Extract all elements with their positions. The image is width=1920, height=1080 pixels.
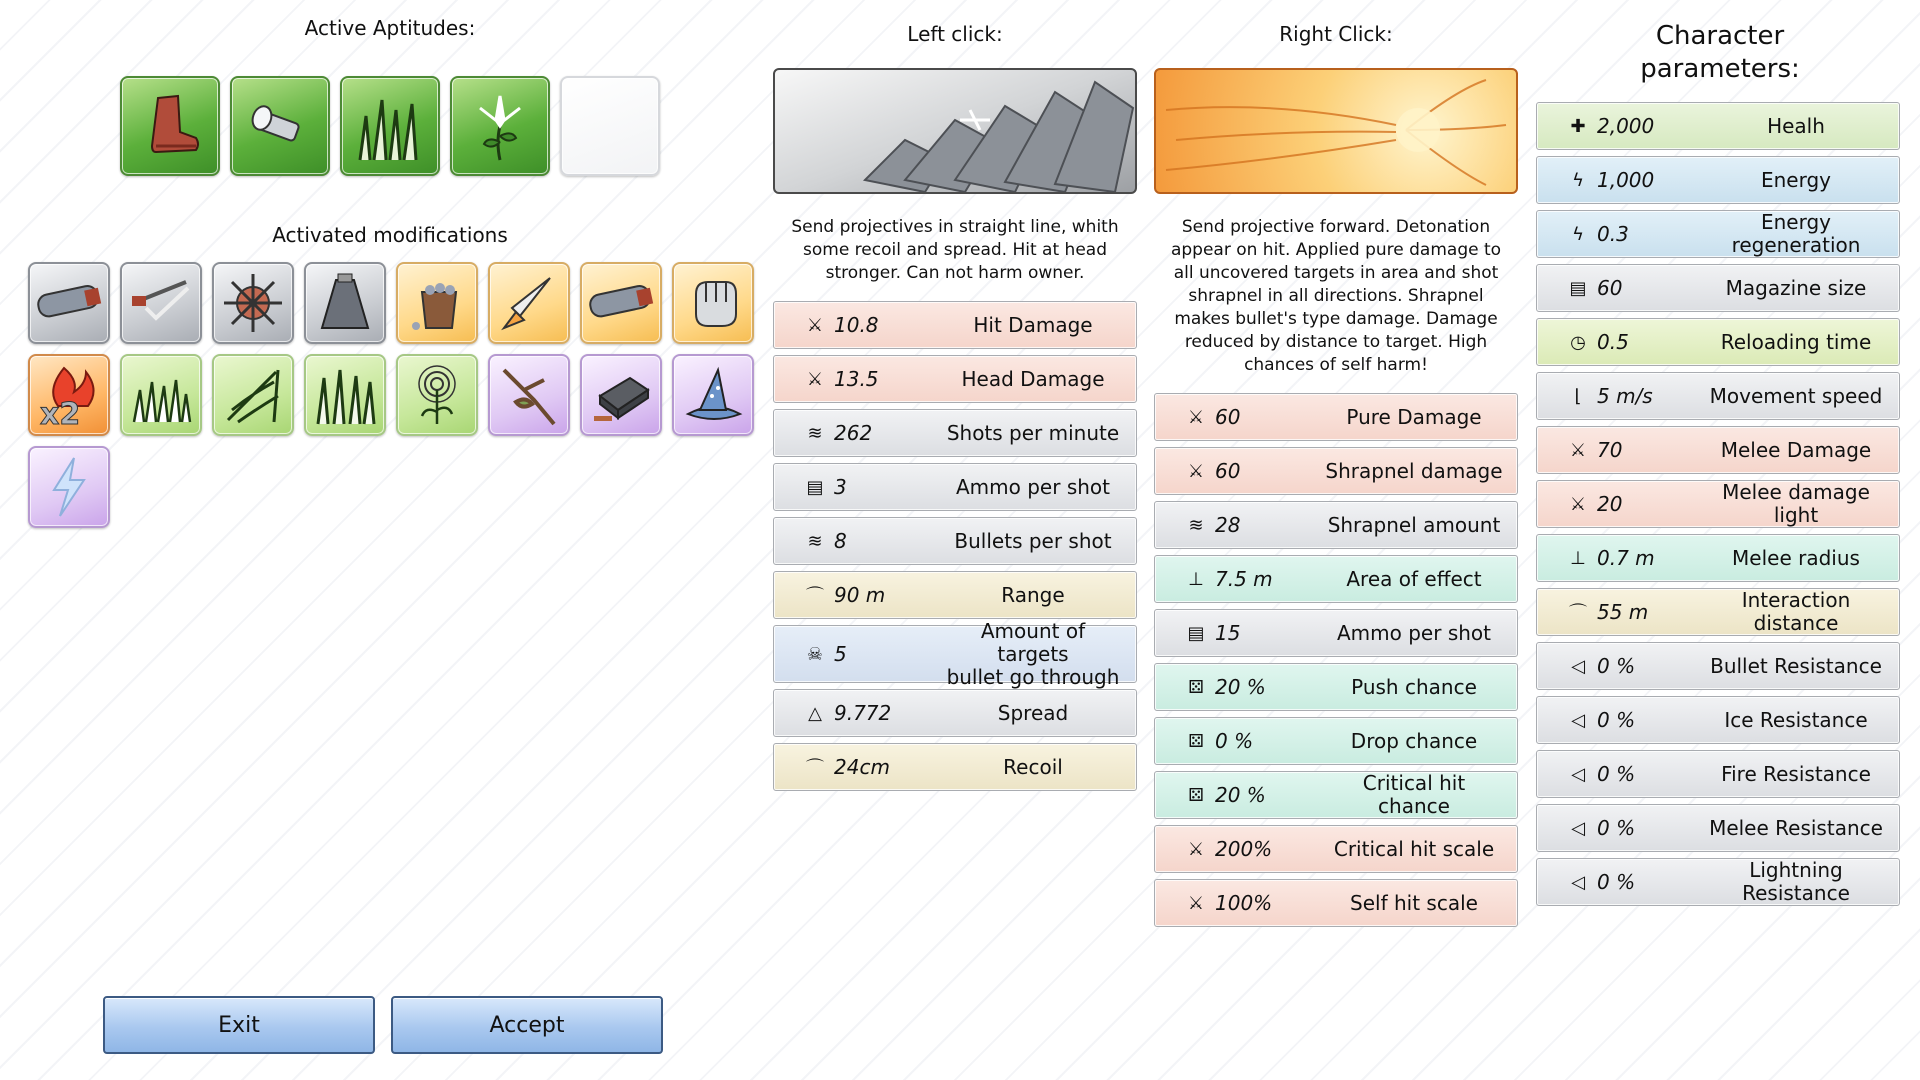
stat-label: Energy xyxy=(1760,167,1832,192)
magazine-icon: ▤ xyxy=(806,476,824,498)
right-click-description-line: reduced by distance to target. High xyxy=(1184,332,1488,352)
char-stat-interaction-distance xyxy=(1536,588,1900,636)
left-click-description-line: some recoil and spread. Hit at head xyxy=(803,240,1107,260)
stat-label: Self hit scale xyxy=(1350,890,1478,915)
clock-icon: ◷ xyxy=(1570,331,1586,353)
stat-label: Melee Damage xyxy=(1720,437,1872,462)
stat-value: 0.3 xyxy=(1597,222,1629,246)
sword-icon: ⚔ xyxy=(806,314,824,336)
arc-icon: ⌒ xyxy=(806,586,824,607)
left-stat-shots-per-minute xyxy=(773,409,1137,457)
right-stat-ammo-per-shot xyxy=(1154,609,1518,657)
stat-label: Melee Resistance xyxy=(1709,815,1883,840)
stat-value: 60 xyxy=(1215,459,1241,483)
mod-weight[interactable] xyxy=(304,262,386,344)
right-stat-shrapnel-damage xyxy=(1154,447,1518,495)
mod-lightning[interactable] xyxy=(28,446,110,528)
x2-text: x2 xyxy=(40,397,81,430)
mod-wizard-hat[interactable] xyxy=(672,354,754,436)
char-stat-ice-resistance xyxy=(1536,696,1900,744)
stat-label: Melee radius xyxy=(1732,545,1860,570)
right-click-description-line: all uncovered targets in area and shot xyxy=(1173,263,1499,283)
stat-label: Shrapnel damage xyxy=(1325,458,1503,483)
stat-value: 90 m xyxy=(834,583,886,607)
stat-value: 1,000 xyxy=(1597,168,1655,192)
mod-fist[interactable] xyxy=(672,262,754,344)
right-stat-pure-damage xyxy=(1154,393,1518,441)
stat-label: Area of effect xyxy=(1346,566,1482,591)
sprout-spark-icon xyxy=(460,86,540,166)
char-stat-melee-radius xyxy=(1536,534,1900,582)
right-click-description xyxy=(1154,216,1518,377)
left-click-heading: Left click: xyxy=(907,22,1003,46)
stat-label: Movement speed xyxy=(1709,383,1883,408)
shield-icon: ◁ xyxy=(1571,763,1585,785)
stat-value: 20 % xyxy=(1215,783,1266,807)
right-stat-area-of-effect xyxy=(1154,555,1518,603)
stat-label: Reloading time xyxy=(1720,329,1872,354)
left-stat-ammo-per-shot xyxy=(773,463,1137,511)
stat-label-line2: bullet go through xyxy=(946,664,1120,689)
magazine-icon: ▤ xyxy=(1569,277,1587,299)
right-click-description-line: chances of self harm! xyxy=(1244,355,1428,375)
stat-value: 5 m/s xyxy=(1597,384,1653,408)
mod-fire-x2[interactable] xyxy=(28,354,110,436)
stat-value: 20 % xyxy=(1215,675,1266,699)
energy-regen-icon: ϟ xyxy=(1572,223,1584,245)
bullets-cluster-icon xyxy=(775,70,1135,192)
stat-value: 262 xyxy=(834,421,873,445)
area-icon: ⊥ xyxy=(1570,547,1586,569)
left-click-weapon-image xyxy=(773,68,1137,194)
right-stat-push-chance xyxy=(1154,663,1518,711)
stat-label: Drop chance xyxy=(1350,728,1478,753)
scope-blade-icon xyxy=(126,268,196,338)
left-stat-targets-through xyxy=(773,618,1137,689)
left-click-description xyxy=(773,216,1137,285)
char-stat-reloading-time xyxy=(1536,318,1900,366)
stat-value: 13.5 xyxy=(834,367,879,391)
skull-icon: ☠ xyxy=(806,643,824,665)
stat-label: Energy regeneration xyxy=(1731,210,1861,257)
mod-barrel[interactable] xyxy=(28,262,110,344)
stat-value: 0.7 m xyxy=(1597,546,1655,570)
right-stat-drop-chance xyxy=(1154,717,1518,765)
stat-label: Push chance xyxy=(1351,674,1477,699)
right-stat-critical-hit-scale xyxy=(1154,825,1518,873)
stat-label: Bullet Resistance xyxy=(1710,653,1882,678)
character-parameters-heading xyxy=(1570,20,1870,86)
spread-icon: △ xyxy=(808,702,822,724)
right-stat-shrapnel-amount xyxy=(1154,501,1518,549)
stat-value: 0 % xyxy=(1215,729,1254,753)
char-stat-movement-speed xyxy=(1536,372,1900,420)
spikes-icon xyxy=(310,360,380,430)
left-click-description-line: stronger. Can not harm owner. xyxy=(825,263,1085,283)
shield-icon: ◁ xyxy=(1571,709,1585,731)
health-cross-icon: ✚ xyxy=(1570,115,1586,137)
barrel-orange-icon xyxy=(586,268,656,338)
mod-cartridge-box[interactable] xyxy=(580,354,662,436)
stat-value: 8 xyxy=(834,529,847,553)
stat-value: 7.5 m xyxy=(1215,567,1273,591)
boot-small-icon: ⌊ xyxy=(1574,385,1582,407)
right-stat-self-hit-scale xyxy=(1154,879,1518,927)
stat-label-line1: Amount of targets xyxy=(980,618,1086,666)
stat-label: Recoil xyxy=(1003,754,1063,779)
aptitude-grass-spikes[interactable] xyxy=(340,76,440,176)
dice-icon: ⚄ xyxy=(1188,784,1204,806)
stat-value: 10.8 xyxy=(834,313,879,337)
stat-value: 0 % xyxy=(1597,762,1636,786)
energy-bolt-icon: ϟ xyxy=(1572,169,1584,191)
activated-modifications-heading: Activated modifications xyxy=(272,223,508,247)
right-click-heading: Right Click: xyxy=(1279,22,1393,46)
stat-label: Spread xyxy=(997,700,1069,725)
sword-icon: ⚔ xyxy=(1569,439,1587,461)
left-stat-recoil xyxy=(773,743,1137,791)
bullets-icon: ≋ xyxy=(1188,514,1204,536)
explosion-blast-icon xyxy=(1156,70,1516,192)
accept-button[interactable]: Accept xyxy=(391,996,663,1054)
aptitude-boot[interactable] xyxy=(120,76,220,176)
fist-icon xyxy=(678,268,748,338)
mod-branch[interactable] xyxy=(488,354,570,436)
stat-value: 0 % xyxy=(1597,870,1636,894)
stat-value: 2,000 xyxy=(1597,114,1655,138)
stat-value: 24cm xyxy=(834,755,890,779)
mod-spikes[interactable] xyxy=(304,354,386,436)
aptitude-sprout[interactable] xyxy=(450,76,550,176)
sword-icon: ⚔ xyxy=(806,368,824,390)
left-stat-head-damage xyxy=(773,355,1137,403)
character-parameters-line2: parameters: xyxy=(1640,54,1800,84)
stat-value: 70 xyxy=(1597,438,1623,462)
bullets-icon: ≋ xyxy=(807,530,823,552)
right-click-weapon-image xyxy=(1154,68,1518,194)
sword-icon: ⚔ xyxy=(1187,460,1205,482)
magazine-icon: ▤ xyxy=(1187,622,1205,644)
arc-icon: ⌒ xyxy=(1569,603,1587,624)
left-click-description-line: Send projectives in straight line, whith xyxy=(791,217,1119,237)
char-stat-magazine-size xyxy=(1536,264,1900,312)
grass-spikes-icon xyxy=(350,86,430,166)
character-parameters-line1: Character xyxy=(1655,21,1785,51)
char-stat-health xyxy=(1536,102,1900,150)
lightning-icon xyxy=(34,452,104,522)
stat-label: Healh xyxy=(1767,113,1825,138)
mod-rocket[interactable] xyxy=(488,262,570,344)
aptitude-flashlight[interactable] xyxy=(230,76,330,176)
left-stat-bullets-per-shot xyxy=(773,517,1137,565)
stat-value: 55 m xyxy=(1597,600,1649,624)
right-click-description-line: makes bullet's type damage. Damage xyxy=(1174,309,1498,329)
stat-label: Magazine size xyxy=(1725,275,1867,300)
stat-label: Critical hit scale xyxy=(1333,836,1495,861)
right-stat-critical-hit-chance xyxy=(1154,771,1518,819)
stat-value: 0 % xyxy=(1597,708,1636,732)
stat-value: 60 xyxy=(1597,276,1623,300)
right-click-description-line: appear on hit. Applied pure damage to xyxy=(1170,240,1502,260)
cartridge-box-icon xyxy=(586,360,656,430)
stat-label xyxy=(944,620,1136,689)
stat-label: Shrapnel amount xyxy=(1327,512,1501,537)
stat-value: 0 % xyxy=(1597,654,1636,678)
shield-icon: ◁ xyxy=(1571,871,1585,893)
stat-value: 0.5 xyxy=(1597,330,1629,354)
char-stat-melee-damage xyxy=(1536,426,1900,474)
stat-label: Range xyxy=(1001,582,1065,607)
stat-value: 20 xyxy=(1597,492,1623,516)
stat-label: Bullets per shot xyxy=(954,528,1112,553)
ammo-bucket-icon xyxy=(402,268,472,338)
stat-value: 0 % xyxy=(1597,816,1636,840)
shield-icon: ◁ xyxy=(1571,817,1585,839)
fire-x2-icon xyxy=(34,360,104,430)
grass-tuft-icon xyxy=(126,360,196,430)
char-stat-melee-resistance xyxy=(1536,804,1900,852)
sword-icon: ⚔ xyxy=(1187,406,1205,428)
char-stat-energy-regeneration xyxy=(1536,210,1900,258)
barrel-icon xyxy=(34,268,104,338)
right-click-description-line: Send projective forward. Detonation xyxy=(1181,217,1491,237)
stat-label: Fire Resistance xyxy=(1721,761,1871,786)
mod-spiked-ball[interactable] xyxy=(212,262,294,344)
stat-label: Interaction distance xyxy=(1741,588,1851,635)
aptitude-empty-slot[interactable] xyxy=(560,76,660,176)
char-stat-lightning-resistance xyxy=(1536,858,1900,906)
stat-label: Ammo per shot xyxy=(956,474,1110,499)
stat-label: Shots per minute xyxy=(946,420,1120,445)
left-stat-hit-damage xyxy=(773,301,1137,349)
left-stat-spread xyxy=(773,689,1137,737)
mod-grass-tuft[interactable] xyxy=(120,354,202,436)
boot-icon xyxy=(130,86,210,166)
char-stat-energy xyxy=(1536,156,1900,204)
stat-label: Lightning Resistance xyxy=(1742,858,1850,905)
left-stat-range xyxy=(773,571,1137,619)
wind-icon xyxy=(218,360,288,430)
shield-icon: ◁ xyxy=(1571,655,1585,677)
stat-label: Head Damage xyxy=(961,366,1105,391)
stat-value: 100% xyxy=(1215,891,1273,915)
bullets-icon: ≋ xyxy=(807,422,823,444)
dice-icon: ⚄ xyxy=(1188,676,1204,698)
rocket-icon xyxy=(494,268,564,338)
stat-label: Ammo per shot xyxy=(1337,620,1491,645)
stat-value: 9.772 xyxy=(834,701,892,725)
mod-signal-plant[interactable] xyxy=(396,354,478,436)
mod-barrel-orange[interactable] xyxy=(580,262,662,344)
sword-icon: ⚔ xyxy=(1187,892,1205,914)
stat-label: Critical hit chance xyxy=(1362,771,1466,818)
char-stat-melee-damage-light xyxy=(1536,480,1900,528)
stat-value: 5 xyxy=(834,642,847,666)
weight-icon xyxy=(310,268,380,338)
sword-icon: ⚔ xyxy=(1569,493,1587,515)
wizard-hat-icon xyxy=(678,360,748,430)
arc-icon: ⌒ xyxy=(806,758,824,779)
dice-icon: ⚄ xyxy=(1188,730,1204,752)
stat-value: 200% xyxy=(1215,837,1273,861)
exit-button[interactable]: Exit xyxy=(103,996,375,1054)
stat-label: Melee damage light xyxy=(1722,480,1870,527)
stat-label: Hit Damage xyxy=(973,312,1093,337)
stat-label: Ice Resistance xyxy=(1724,707,1868,732)
stat-label: Pure Damage xyxy=(1346,404,1482,429)
mod-ammo-bucket[interactable] xyxy=(396,262,478,344)
signal-plant-icon xyxy=(402,360,472,430)
stat-value: 28 xyxy=(1215,513,1241,537)
active-aptitudes-heading: Active Aptitudes: xyxy=(304,16,476,40)
flashlight-icon xyxy=(240,86,320,166)
stat-value: 3 xyxy=(834,475,847,499)
branch-icon xyxy=(494,360,564,430)
stat-value: 15 xyxy=(1215,621,1241,645)
char-stat-fire-resistance xyxy=(1536,750,1900,798)
spiked-ball-icon xyxy=(218,268,288,338)
stat-value: 60 xyxy=(1215,405,1241,429)
area-icon: ⊥ xyxy=(1188,568,1204,590)
mod-scope-blade[interactable] xyxy=(120,262,202,344)
mod-wind[interactable] xyxy=(212,354,294,436)
sword-icon: ⚔ xyxy=(1187,838,1205,860)
char-stat-bullet-resistance xyxy=(1536,642,1900,690)
right-click-description-line: shrapnel in all directions. Shrapnel xyxy=(1188,286,1484,306)
